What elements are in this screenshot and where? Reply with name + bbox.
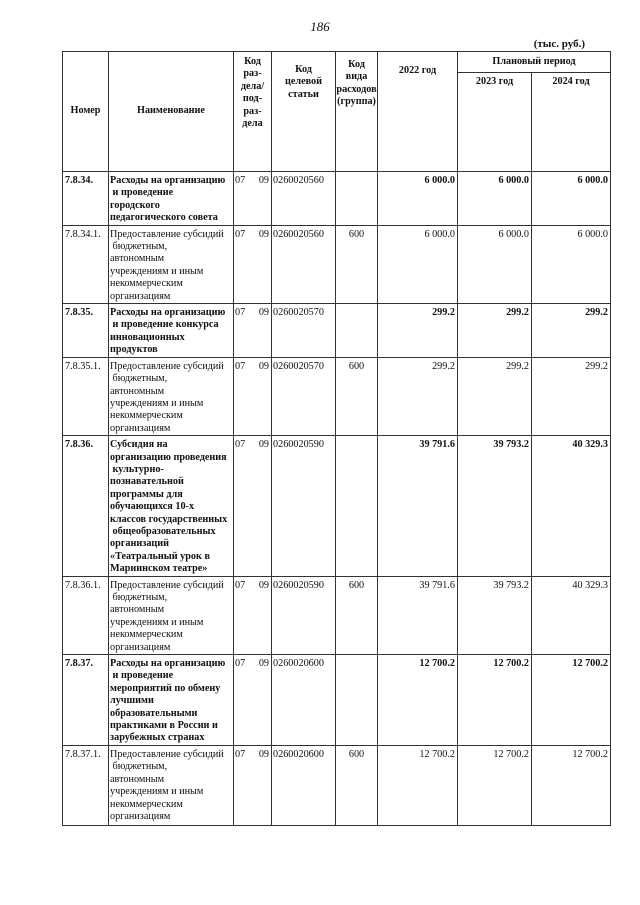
row-amount-2022: 299.2 (378, 304, 458, 358)
row-section-code (234, 745, 272, 825)
row-name-line: Предоставление субсидий (110, 360, 224, 372)
row-name-line: Мариинском театре» (110, 563, 208, 575)
row-number: 7.8.34. (63, 172, 109, 226)
row-name (109, 357, 234, 435)
row-name-line: и проведение (110, 670, 174, 682)
row-amount-2022: 12 700.2 (378, 745, 458, 825)
header-section-line: Код (244, 56, 261, 67)
row-name-line: Предоставление субсидий (110, 748, 224, 760)
row-amount-2023: 39 793.2 (458, 436, 532, 576)
row-expense-code: 600 (336, 576, 378, 654)
row-target-code: 0260020570 (272, 357, 336, 435)
header-year-2024: 2024 год (532, 73, 611, 172)
row-section-code (234, 576, 272, 654)
row-name-line: образовательными (110, 707, 198, 719)
row-name-line: автономным (110, 773, 165, 785)
header-section-line: под- (242, 93, 263, 105)
row-number: 7.8.34.1. (63, 225, 109, 303)
row-name (109, 436, 234, 576)
table-row (63, 172, 611, 226)
row-section-code (234, 225, 272, 303)
table-row (63, 225, 611, 303)
table-row (63, 304, 611, 358)
header-expense-line: вида (345, 71, 368, 83)
subsection-code: 09 (258, 307, 269, 319)
section-code: 07 (235, 360, 246, 372)
row-name (109, 304, 234, 358)
row-amount-2023: 12 700.2 (458, 655, 532, 746)
section-code: 07 (235, 439, 246, 451)
row-name-line: автономным (110, 253, 165, 265)
header-section-line: раз- (243, 105, 262, 117)
row-target-code: 0260020560 (272, 225, 336, 303)
table-row (63, 655, 611, 746)
row-name-line: Субсидия на (110, 439, 168, 451)
header-target-line: целевой (284, 76, 323, 88)
row-section-code (234, 172, 272, 226)
row-name-line: Предоставление субсидий (110, 579, 224, 591)
header-target-line: статьи (288, 88, 319, 100)
row-expense-code: 600 (336, 225, 378, 303)
row-name-line: мероприятий по обмену (110, 682, 221, 694)
row-name-line: педагогического совета (110, 212, 218, 224)
row-amount-2022: 6 000.0 (378, 172, 458, 226)
row-name-line: учреждениям и иным (110, 397, 204, 409)
row-name (109, 225, 234, 303)
row-section-code (234, 304, 272, 358)
subsection-code: 09 (258, 658, 269, 670)
row-name-line: инновационных (110, 331, 185, 343)
row-name-line: продуктов (110, 344, 158, 356)
row-target-code: 0260020590 (272, 436, 336, 576)
row-expense-code (336, 304, 378, 358)
table-row (63, 745, 611, 825)
row-name (109, 745, 234, 825)
row-name-line: некоммерческим (110, 798, 183, 810)
row-amount-2022: 12 700.2 (378, 655, 458, 746)
row-amount-2023: 12 700.2 (458, 745, 532, 825)
row-number: 7.8.36. (63, 436, 109, 576)
row-name-line: организацию проведения (110, 451, 227, 463)
header-section-line: дела/ (240, 80, 265, 92)
row-name-line: учреждениям и иным (110, 616, 204, 628)
row-name-line: организациям (110, 810, 171, 822)
header-target-code (272, 52, 336, 172)
row-amount-2024: 299.2 (532, 304, 611, 358)
table-body (63, 172, 611, 826)
header-name: Наименование (109, 52, 234, 172)
row-name-line: Расходы на организацию (110, 175, 226, 186)
subsection-code: 09 (258, 748, 269, 760)
subsection-code: 09 (258, 579, 269, 591)
table-row (63, 576, 611, 654)
row-amount-2024: 40 329.3 (532, 576, 611, 654)
row-name-line: бюджетным, (110, 241, 168, 253)
row-expense-code: 600 (336, 745, 378, 825)
header-expense-line: Код (348, 59, 365, 70)
table-row (63, 436, 611, 576)
row-name-line: «Театральный урок в (110, 550, 210, 562)
row-amount-2024: 299.2 (532, 357, 611, 435)
row-name (109, 172, 234, 226)
row-amount-2024: 6 000.0 (532, 172, 611, 226)
row-name (109, 655, 234, 746)
header-planned-period: Плановый период (458, 52, 611, 73)
section-code: 07 (235, 579, 246, 591)
row-number: 7.8.36.1. (63, 576, 109, 654)
row-name-line: программы для (110, 488, 183, 500)
row-name-line: организациям (110, 641, 171, 653)
row-name-line: и проведение конкурса (110, 319, 219, 331)
row-name-line: организациям (110, 290, 171, 302)
row-expense-code (336, 172, 378, 226)
row-name-line: бюджетным, (110, 373, 168, 385)
row-amount-2023: 299.2 (458, 304, 532, 358)
table-row (63, 357, 611, 435)
header-section-line: дела (242, 118, 263, 130)
page-number: 186 (310, 19, 330, 34)
row-name-line: организаций (110, 538, 170, 550)
header-section-code (234, 52, 272, 172)
row-target-code: 0260020600 (272, 745, 336, 825)
row-number: 7.8.35. (63, 304, 109, 358)
row-target-code: 0260020570 (272, 304, 336, 358)
header-expense-line: (группа) (337, 96, 376, 108)
row-name-line: автономным (110, 604, 165, 616)
row-amount-2022: 39 791.6 (378, 576, 458, 654)
row-name (109, 576, 234, 654)
section-code: 07 (235, 658, 246, 670)
row-amount-2023: 6 000.0 (458, 172, 532, 226)
row-name-line: городского (110, 199, 160, 211)
budget-table (62, 51, 611, 826)
row-number: 7.8.37. (63, 655, 109, 746)
subsection-code: 09 (258, 360, 269, 372)
row-name-line: Расходы на организацию (110, 307, 226, 319)
row-expense-code (336, 655, 378, 746)
row-name-line: некоммерческим (110, 410, 183, 422)
header-expense-code (336, 52, 378, 172)
row-name-line: общеобразовательных (110, 525, 216, 537)
row-name-line: бюджетным, (110, 592, 168, 603)
subsection-code: 09 (258, 175, 269, 186)
row-amount-2024: 12 700.2 (532, 745, 611, 825)
header-section-line: раз- (243, 68, 262, 80)
row-section-code (234, 357, 272, 435)
row-name-line: зарубежных странах (110, 732, 205, 744)
row-amount-2022: 6 000.0 (378, 225, 458, 303)
row-name-line: лучшими (110, 695, 154, 707)
row-amount-2024: 40 329.3 (532, 436, 611, 576)
section-code: 07 (235, 748, 246, 760)
row-name-line: Предоставление субсидий (110, 228, 224, 240)
row-amount-2022: 299.2 (378, 357, 458, 435)
subsection-code: 09 (258, 228, 269, 240)
section-code: 07 (235, 175, 246, 186)
row-name-line: практиками в России и (110, 720, 218, 732)
units-label: (тыс. руб.) (533, 38, 585, 50)
row-name-line: и проведение (110, 187, 174, 199)
row-expense-code: 600 (336, 357, 378, 435)
row-amount-2024: 6 000.0 (532, 225, 611, 303)
row-target-code: 0260020560 (272, 172, 336, 226)
row-name-line: культурно- (110, 463, 164, 475)
row-amount-2023: 6 000.0 (458, 225, 532, 303)
row-amount-2022: 39 791.6 (378, 436, 458, 576)
row-amount-2024: 12 700.2 (532, 655, 611, 746)
row-expense-code (336, 436, 378, 576)
row-number: 7.8.37.1. (63, 745, 109, 825)
section-code: 07 (235, 307, 246, 319)
row-amount-2023: 39 793.2 (458, 576, 532, 654)
section-code: 07 (235, 228, 246, 240)
row-name-line: бюджетным, (110, 761, 168, 773)
header-year-2022: 2022 год (378, 52, 458, 172)
row-name-line: некоммерческим (110, 278, 183, 290)
subsection-code: 09 (258, 439, 269, 451)
header-number: Номер (63, 52, 109, 172)
header-year-2023: 2023 год (458, 73, 532, 172)
row-name-line: автономным (110, 385, 165, 397)
row-name-line: организациям (110, 422, 171, 434)
row-amount-2023: 299.2 (458, 357, 532, 435)
row-name-line: некоммерческим (110, 629, 183, 641)
row-section-code (234, 436, 272, 576)
row-name-line: Расходы на организацию (110, 658, 226, 670)
row-name-line: обучающихся 10-х (110, 501, 195, 513)
header-target-line: Код (295, 64, 312, 75)
row-number: 7.8.35.1. (63, 357, 109, 435)
row-name-line: классов государственных (110, 513, 228, 525)
header-expense-line: расходов (336, 83, 377, 95)
row-section-code (234, 655, 272, 746)
row-name-line: познавательной (110, 476, 184, 488)
row-name-line: учреждениям и иным (110, 265, 204, 277)
row-target-code: 0260020590 (272, 576, 336, 654)
row-target-code: 0260020600 (272, 655, 336, 746)
row-name-line: учреждениям и иным (110, 786, 204, 798)
